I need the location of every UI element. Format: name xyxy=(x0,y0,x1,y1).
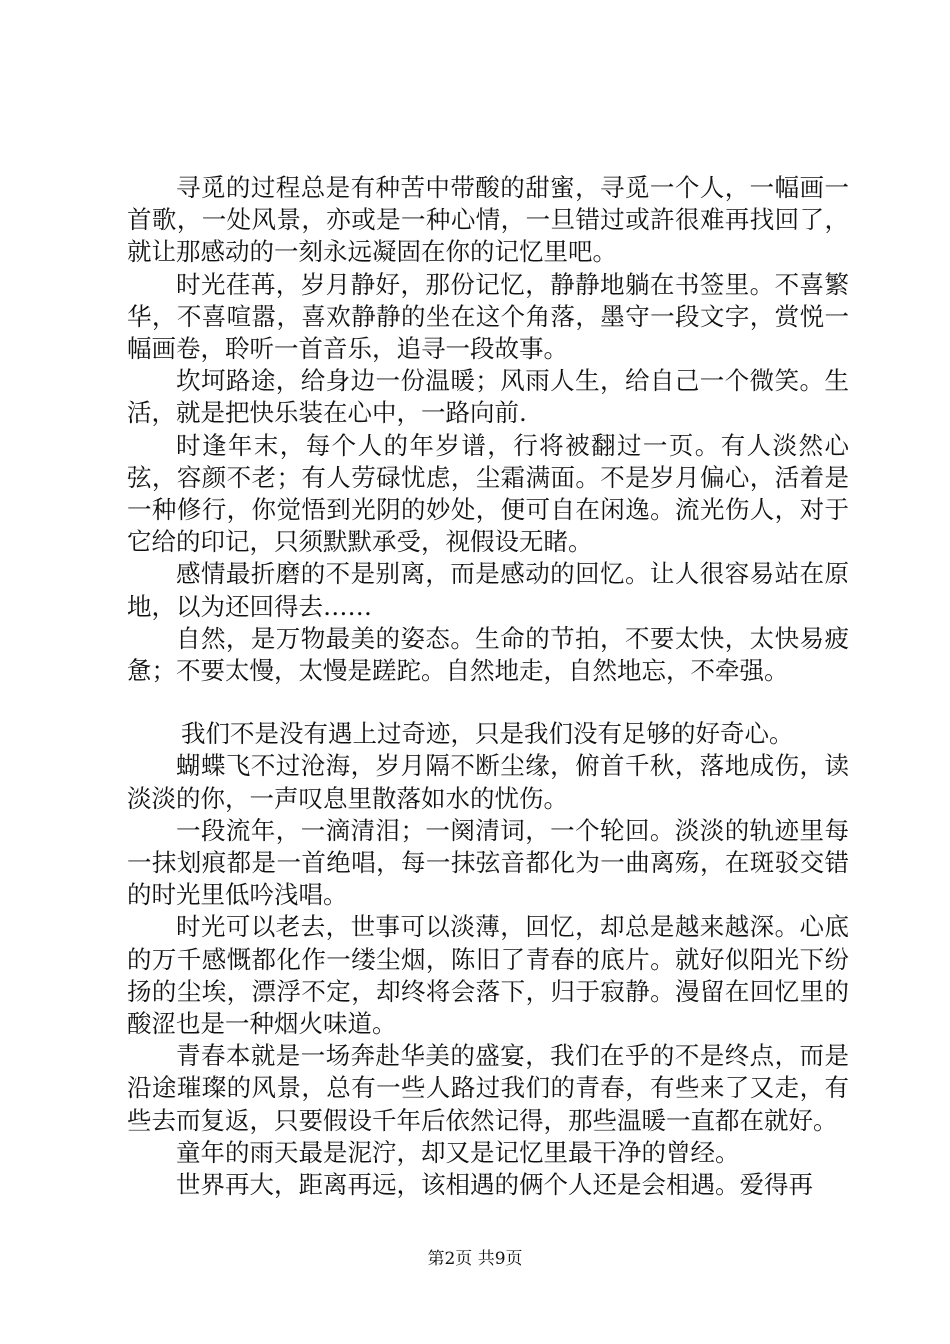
paragraph-11: 青春本就是一场奔赴华美的盛宴，我们在乎的不是终点，而是沿途璀璨的风景，总有一些人路过我们的青春，有些来了又走，有些去而复返，只要假设千年后依然记得，那些温暖一直都在就好。 xyxy=(127,1041,849,1135)
paragraph-4: 时逢年末，每个人的年岁谱，行将被翻过一页。有人淡然心弦，容颜不老；有人劳碌忧虑，尘霜满面。不是岁月偏心，活着是一种修行，你觉悟到光阴的妙处，便可自在闲逸。流光伤人，对于它给的印记，只须默默承受，视假设无睹。 xyxy=(127,430,849,557)
paragraph-9: 一段流年，一滴清泪；一阕清词，一个轮回。淡淡的轨迹里每一抹划痕都是一首绝唱，每一抹弦音都化为一曲离殇，在斑驳交错的时光里低吟浅唱。 xyxy=(127,815,849,910)
paragraph-13: 世界再大，距离再远，该相遇的俩个人还是会相遇。爱得再 xyxy=(176,1170,813,1200)
paragraph-8: 蝴蝶飞不过沧海，岁月隔不断尘缘，俯首千秋，落地成伤，读淡淡的你，一声叹息里散落如水的忧伤。 xyxy=(127,751,849,813)
paragraph-7: 我们不是没有遇上过奇迹，只是我们没有足够的好奇心。 xyxy=(181,719,794,749)
paragraph-5: 感情最折磨的不是别离，而是感动的回忆。让人很容易站在原地，以为还回得去…… xyxy=(127,559,849,621)
paragraph-1: 寻觅的过程总是有种苦中带酸的甜蜜，寻觅一个人，一幅画一首歌，一处风景，亦或是一种心情，一旦错过或許很难再找回了，就让那感动的一刻永远凝固在你的记忆里吧。 xyxy=(127,173,849,267)
paragraph-3: 坎坷路途，给身边一份温暖；风雨人生，给自己一个微笑。生活，就是把快乐装在心中，一路向前. xyxy=(127,366,849,428)
page-number-footer: 第2页 共9页 xyxy=(427,1249,523,1269)
paragraph-12: 童年的雨天最是泥泞，却又是记忆里最干净的曾经。 xyxy=(176,1137,740,1167)
document-body xyxy=(127,172,849,1201)
paragraph-10: 时光可以老去，世事可以淡薄，回忆，却总是越来越深。心底的万千感慨都化作一缕尘烟，陈旧了青春的底片。就好似阳光下纷扬的尘埃，漂浮不定，却终将会落下，归于寂静。漫留在回忆里的酸涩也是一种烟火味道。 xyxy=(127,912,849,1039)
paragraph-2: 时光荏苒，岁月静好，那份记忆，静静地躺在书签里。不喜繁华，不喜喧嚣，喜欢静静的坐在这个角落，墨守一段文字，赏悦一幅画卷，聆听一首音乐，追寻一段故事。 xyxy=(127,269,849,364)
paragraph-6: 自然，是万物最美的姿态。生命的节拍，不要太快，太快易疲惫；不要太慢，太慢是蹉跎。自然地走，自然地忘，不牵强。 xyxy=(127,623,849,686)
